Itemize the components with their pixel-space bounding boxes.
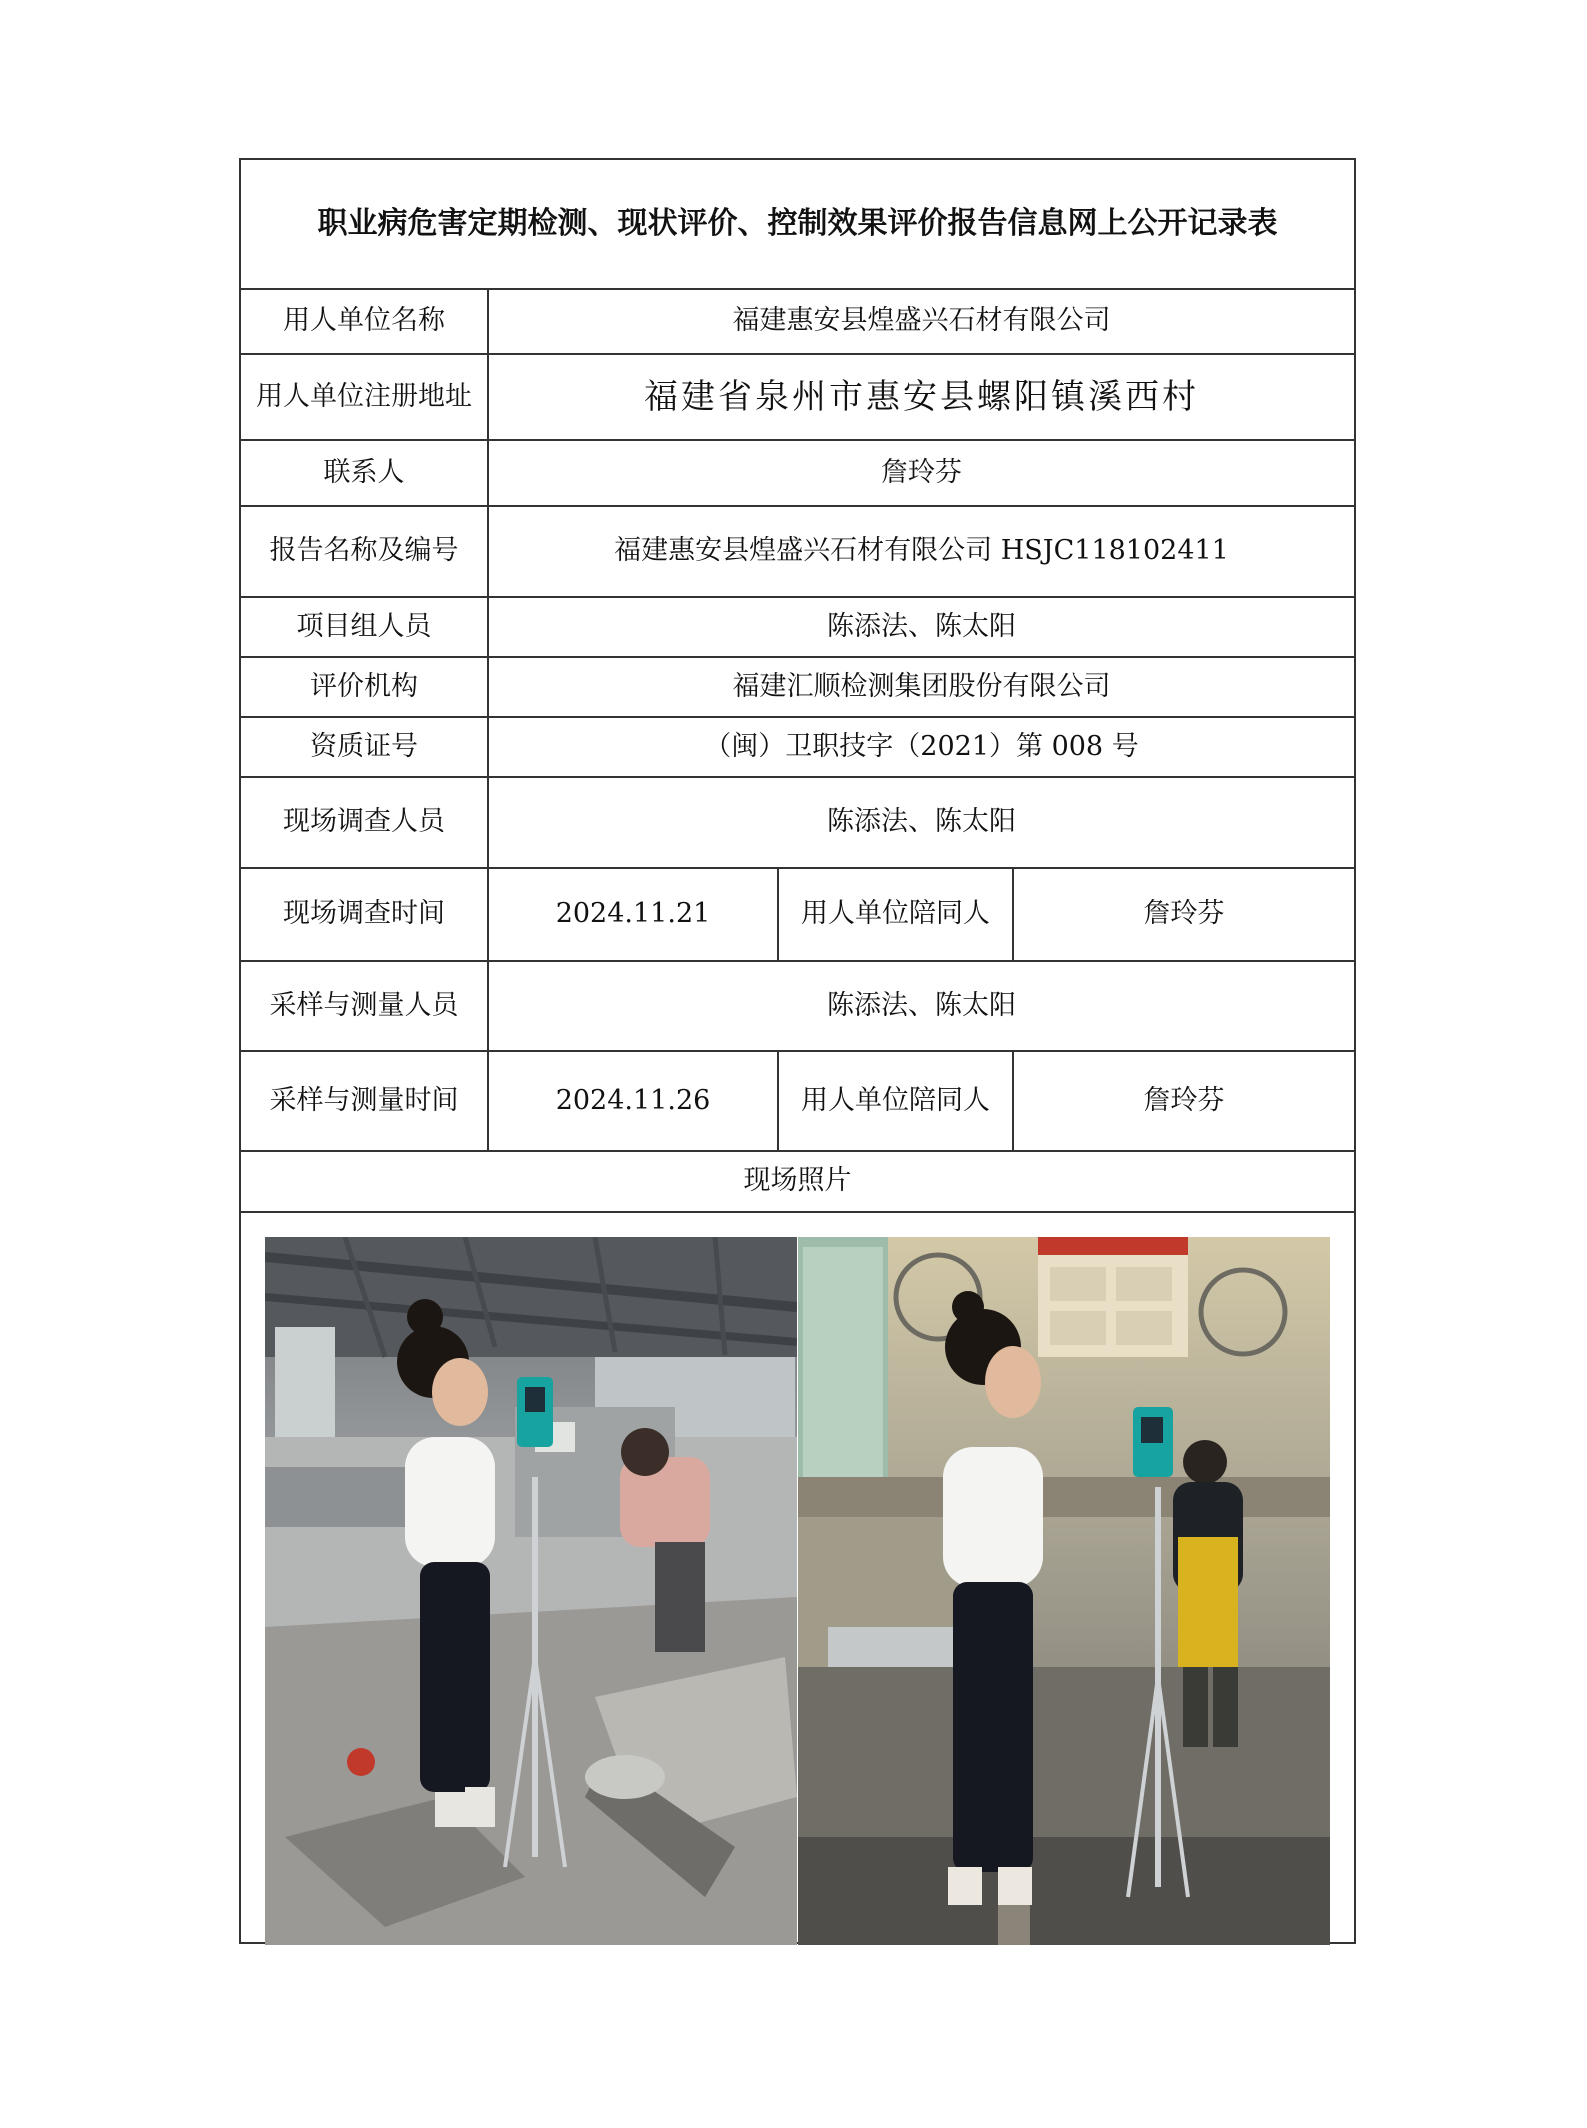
agency-label: 评价机构 [240,657,488,717]
photos-section-label: 现场照片 [240,1151,1355,1212]
survey-time-value: 2024.11.21 [488,868,778,961]
sampling-staff-label: 采样与测量人员 [240,961,488,1051]
project-team-label: 项目组人员 [240,597,488,657]
report-name-value: 福建惠安县煌盛兴石材有限公司 HSJC118102411 [488,506,1355,597]
site-photo-2 [798,1237,1330,1945]
survey-staff-label: 现场调查人员 [240,777,488,868]
sampling-staff-value: 陈添法、陈太阳 [488,961,1355,1051]
sampling-time-label: 采样与测量时间 [240,1051,488,1151]
survey-time-label: 现场调查时间 [240,868,488,961]
agency-value: 福建汇顺检测集团股份有限公司 [488,657,1355,717]
sampling-escort-label: 用人单位陪同人 [778,1051,1013,1151]
registered-address-value: 福建省泉州市惠安县螺阳镇溪西村 [488,354,1355,440]
sampling-time-value: 2024.11.26 [488,1051,778,1151]
certificate-label: 资质证号 [240,717,488,777]
employer-name-value: 福建惠安县煌盛兴石材有限公司 [488,289,1355,354]
record-table [239,158,1356,1944]
employer-name-label: 用人单位名称 [240,289,488,354]
sampling-escort-value: 詹玲芬 [1013,1051,1355,1151]
contact-value: 詹玲芬 [488,440,1355,506]
site-photo-1 [265,1237,797,1945]
contact-label: 联系人 [240,440,488,506]
document-title: 职业病危害定期检测、现状评价、控制效果评价报告信息网上公开记录表 [240,159,1355,289]
report-name-label: 报告名称及编号 [240,506,488,597]
survey-escort-label: 用人单位陪同人 [778,868,1013,961]
photos-cell [240,1212,1355,1943]
registered-address-label: 用人单位注册地址 [240,354,488,440]
survey-staff-value: 陈添法、陈太阳 [488,777,1355,868]
certificate-value: （闽）卫职技字（2021）第 008 号 [488,717,1355,777]
survey-escort-value: 詹玲芬 [1013,868,1355,961]
project-team-value: 陈添法、陈太阳 [488,597,1355,657]
site-photos [265,1237,1330,1945]
